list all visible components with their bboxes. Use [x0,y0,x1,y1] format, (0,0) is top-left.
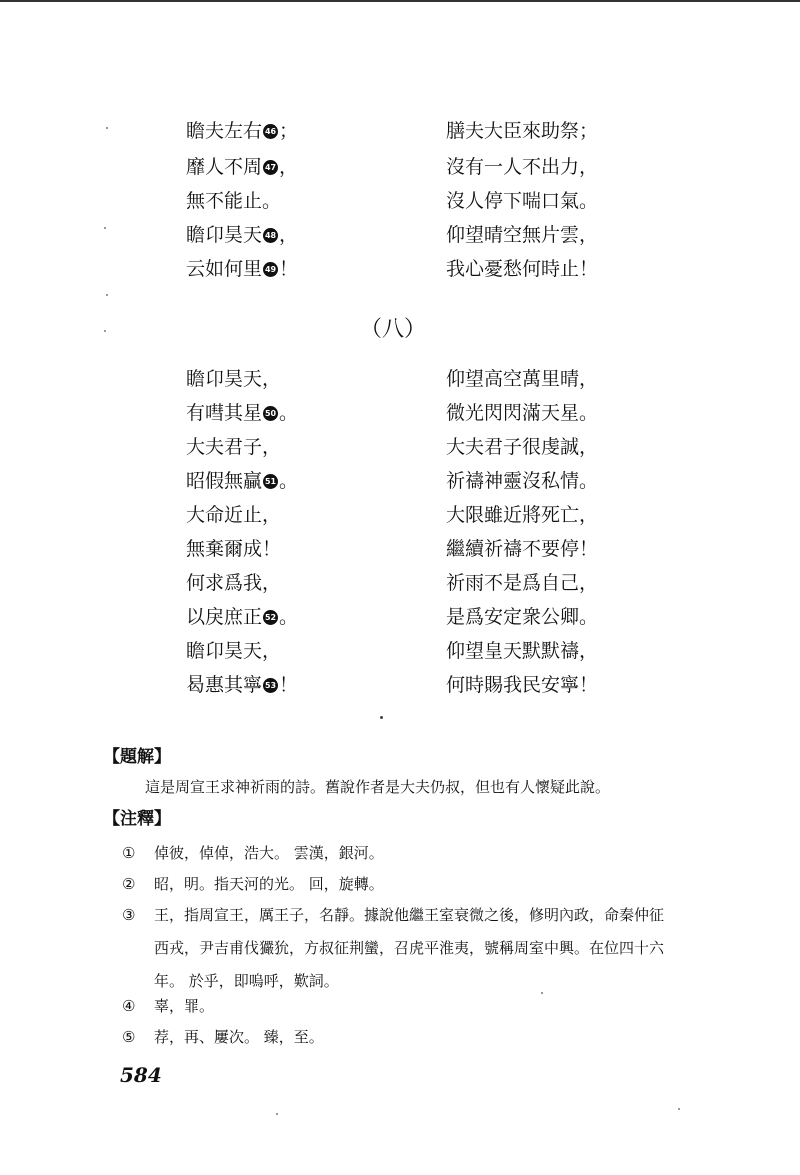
translation-line: 仰望皇天默默禱， [446,640,599,662]
notes-heading: 【注釋】 [103,809,171,829]
translation-line: 仰望高空萬里晴， [446,368,599,390]
translation-line: 大限雖近將死亡， [446,504,599,526]
note-number: ① [122,844,136,862]
top-border [0,0,800,2]
original-line: 大夫君子， [186,436,282,458]
original-line: 瞻夫左右 46 ； [186,120,299,142]
note-text: 辜，罪。 [154,997,215,1015]
note-text: 昭，明。指天河的光。 回，旋轉。 [154,875,384,893]
translation-line: 沒有一人不出力， [446,156,599,178]
note-number: ④ [122,997,136,1015]
translation-line: 仰望晴空無片雲， [446,224,599,246]
page-number: 584 [120,1063,162,1087]
original-line: 瞻卬昊天 48 ， [186,224,299,246]
translation-line: 我心憂愁何時止！ [446,258,599,280]
original-line: 有嘒其星 50 。 [186,402,299,424]
note-text: 荐，再、屢次。 臻，至。 [154,1028,324,1046]
note-marker[interactable]: 48 [263,228,278,243]
scan-speck [541,992,543,994]
note-marker[interactable]: 49 [263,262,278,277]
scan-speck [678,1108,680,1110]
original-line: 昭假無贏 51 。 [186,470,299,492]
translation-line: 大夫君子很虔誠， [446,436,599,458]
scan-speck [106,294,108,296]
section-heading: （八） [360,317,427,342]
note-marker[interactable]: 53 [263,678,278,693]
original-line: 瞻卬昊天， [186,640,282,662]
translation-line: 何時賜我民安寧！ [446,674,599,696]
note-number: ② [122,875,136,893]
note-marker[interactable]: 46 [263,124,278,139]
translation-line: 繼續祈禱不要停！ [446,538,599,560]
note-marker[interactable]: 50 [263,406,278,421]
note-marker[interactable]: 51 [263,474,278,489]
scan-speck [104,227,106,229]
original-line: 大命近止， [186,504,282,526]
original-line: 瞻卬昊天， [186,368,282,390]
scan-speck [106,127,108,129]
translation-line: 微光閃閃滿天星。 [446,402,599,424]
original-line: 無棄爾成！ [186,538,282,560]
explanation-text: 這是周宣王求神祈雨的詩。舊說作者是大夫仍叔，但也有人懷疑此說。 [145,778,611,796]
separator-dot [380,716,383,719]
note-number: ③ [122,906,136,924]
note-text: 王，指周宣王，厲王子，名靜。據說他繼王室衰微之後，修明內政，命秦仲征西戎，尹吉甫伐玁狁，方叔征荆蠻，召虎平淮夷，號稱周室中興。在位四十六年。 於乎，即嗚呼，歎詞。 [154,906,665,990]
scan-speck [104,330,106,332]
original-line: 無不能止。 [186,190,282,212]
translation-line: 是爲安定衆公卿。 [446,606,599,628]
original-line: 以戾庶正 52 。 [186,606,299,628]
original-line: 何求爲我， [186,572,282,594]
translation-line: 膳夫大臣來助祭； [446,120,599,142]
note-marker[interactable]: 47 [263,160,278,175]
original-line: 云如何里 49 ！ [186,258,299,280]
original-line: 靡人不周 47 ， [186,156,299,178]
scan-speck [276,1113,278,1115]
note-number: ⑤ [122,1028,136,1046]
translation-line: 祈雨不是爲自己， [446,572,599,594]
original-line: 曷惠其寧 53 ！ [186,674,299,696]
translation-line: 沒人停下喘口氣。 [446,190,599,212]
translation-line: 祈禱神靈沒私情。 [446,470,599,492]
note-text: 倬彼，倬倬，浩大。 雲漢，銀河。 [154,844,384,862]
note-marker[interactable]: 52 [263,610,278,625]
explanation-heading: 【題解】 [103,747,171,767]
